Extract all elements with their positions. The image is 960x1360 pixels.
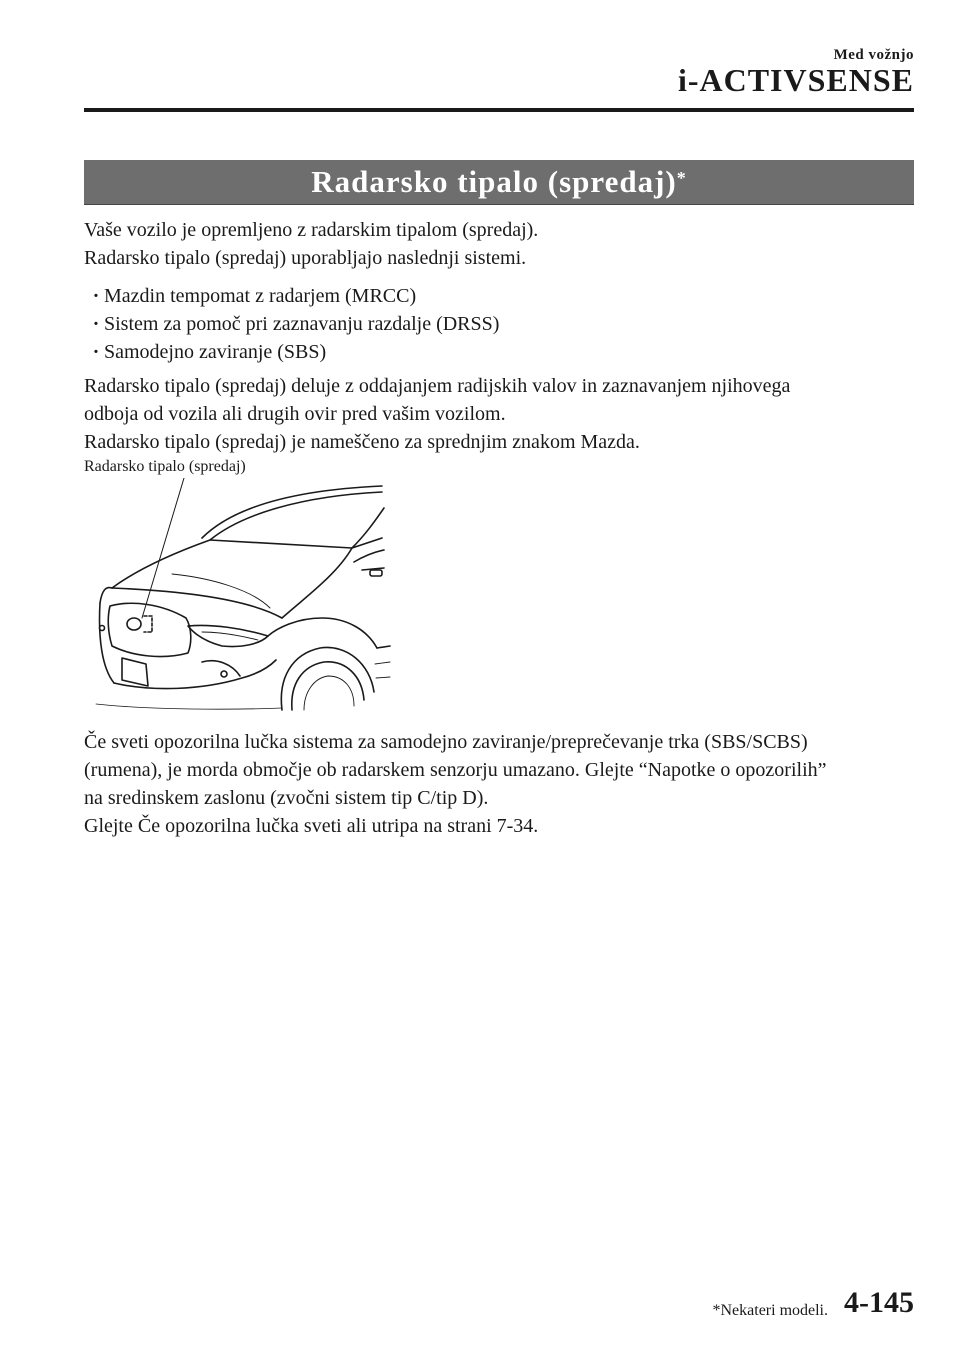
chapter-title: i-ACTIVSENSE: [677, 62, 914, 98]
intro-line: Radarsko tipalo (spredaj) uporabljajo naslednji sistemi.: [84, 247, 527, 269]
bullet-icon: ·: [92, 313, 100, 335]
footnote: *Nekateri modeli.: [712, 1302, 828, 1319]
bullet-icon: ·: [92, 341, 100, 363]
page-title: Radarsko tipalo (spredaj): [311, 164, 677, 199]
systems-list: [84, 282, 918, 366]
bullet-icon: ·: [92, 285, 100, 307]
description-paragraph: [84, 372, 914, 456]
page-number: 4-145: [844, 1286, 914, 1319]
warning-paragraph: [84, 728, 914, 840]
section-title: Med vožnjo: [833, 47, 914, 63]
warning-line: Glejte Če opozorilna lučka sveti ali utripa na strani 7-34.: [84, 815, 539, 837]
intro-line: Vaše vozilo je opremljeno z radarskim tipalom (spredaj).: [84, 219, 539, 241]
header-divider: [84, 108, 914, 112]
warning-line: (rumena), je morda območje ob radarskem senzorju umazano. Glejte “Napotke o opozorilih”: [84, 759, 827, 781]
car-front-illustration: [92, 478, 392, 712]
list-item: [88, 338, 918, 366]
list-item-text: Mazdin tempomat z radarjem (MRCC): [104, 285, 417, 307]
list-item: [88, 310, 918, 338]
figure-callout-label: Radarsko tipalo (spredaj): [84, 458, 246, 475]
description-line: Radarsko tipalo (spredaj) deluje z oddajanjem radijskih valov in zaznavanjem njihovega: [84, 375, 791, 397]
warning-line: Če sveti opozorilna lučka sistema za samodejno zaviranje/preprečevanje trka (SBS/SCBS): [84, 731, 808, 753]
description-line: Radarsko tipalo (spredaj) je nameščeno za sprednjim znakom Mazda.: [84, 431, 640, 453]
list-item-text: Sistem za pomoč pri zaznavanju razdalje (DRSS): [104, 313, 500, 335]
intro-paragraph: [84, 216, 914, 272]
title-footnote-mark: *: [676, 167, 687, 188]
list-item-text: Samodejno zaviranje (SBS): [104, 341, 327, 363]
warning-line: na sredinskem zaslonu (zvočni sistem tip C/tip D).: [84, 787, 489, 809]
page-title-bar: [84, 160, 914, 205]
description-line: odboja od vozila ali drugih ovir pred vašim vozilom.: [84, 403, 506, 425]
list-item: [88, 282, 918, 310]
